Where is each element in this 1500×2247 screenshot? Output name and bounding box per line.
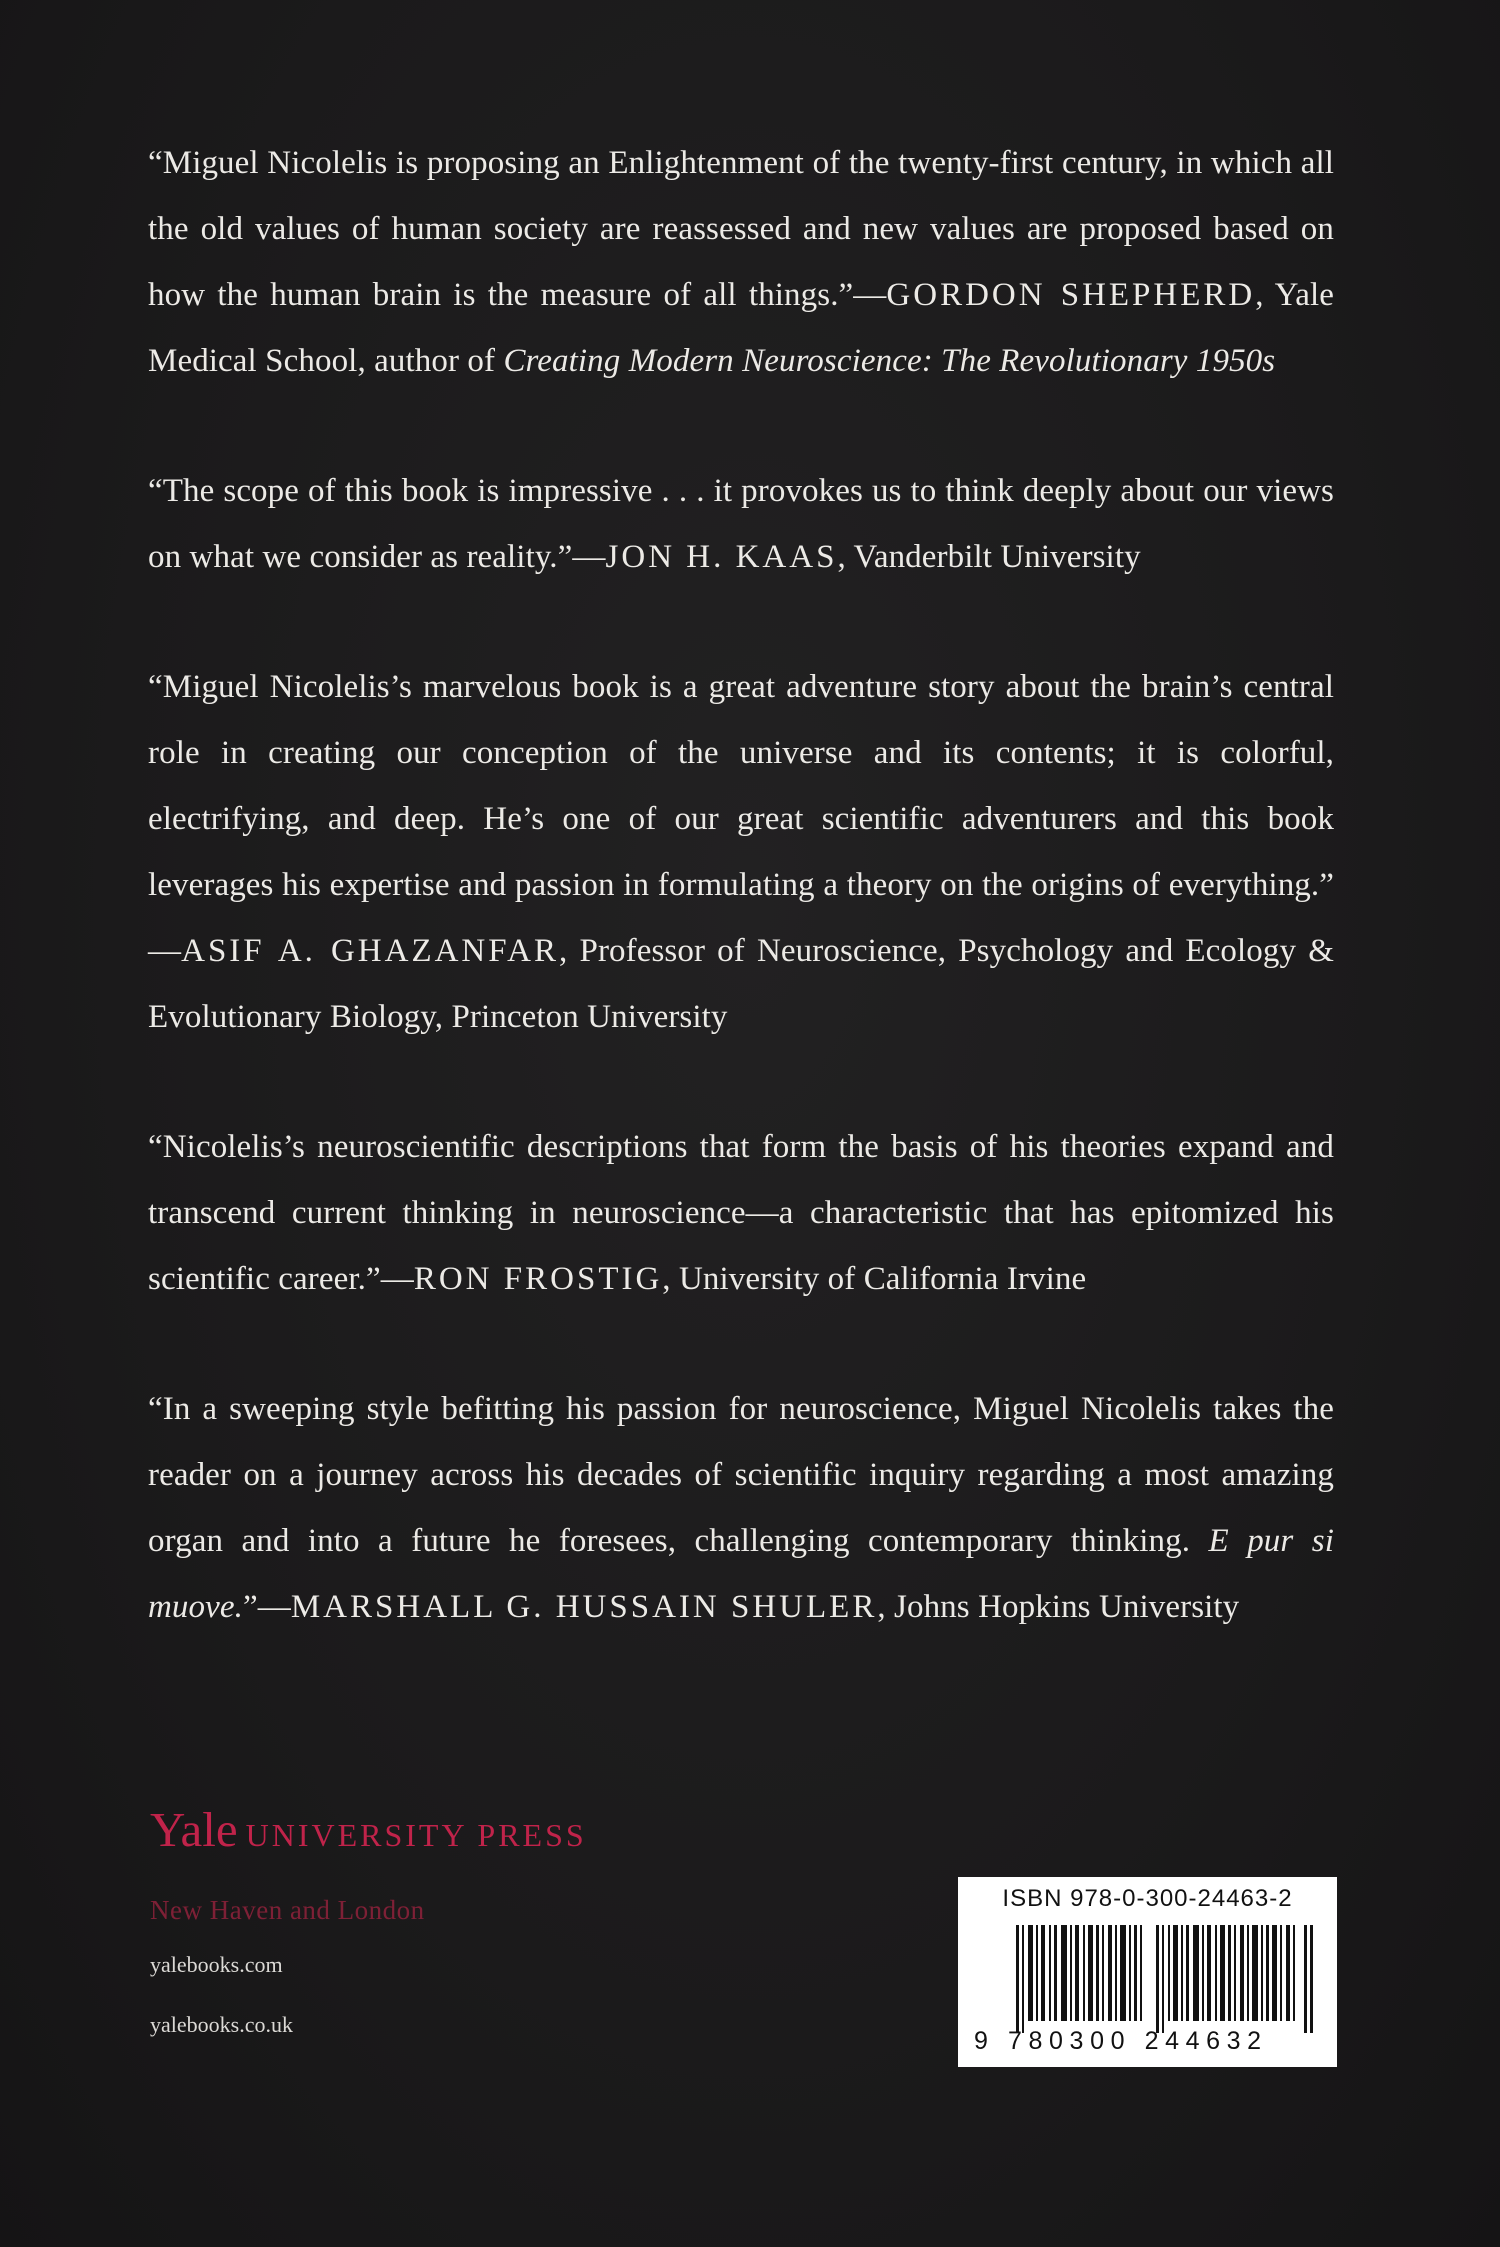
blurb-author: JON H. KAAS: [605, 539, 838, 575]
blurb-affiliation: , Vanderbilt University: [837, 539, 1141, 575]
blurb-quote: “Nicolelis’s neuroscientific descriptions that form the basis of his theories expand and transcend current thinking in neuroscience—a characteristic that has epitomized his scientific career.”—: [148, 1129, 1334, 1297]
blurb-kaas: [148, 458, 1334, 590]
publisher-block: [150, 1800, 750, 2038]
blurbs-section: [148, 130, 1334, 1704]
blurb-ghazanfar: [148, 654, 1334, 1050]
blurb-affiliation: , Professor of Neuroscience, Psychology and Ecology & Evolutionary Biology, Princeton University: [148, 933, 1334, 1035]
blurb-affiliation: , University of California Irvine: [662, 1261, 1087, 1297]
blurb-shepherd: [148, 130, 1334, 394]
blurb-author: RON FROSTIG: [413, 1261, 663, 1297]
blurb-book-title: Creating Modern Neuroscience: The Revolutionary 1950s: [503, 343, 1276, 379]
blurb-author: GORDON SHEPHERD: [886, 277, 1256, 313]
blurb-author: MARSHALL G. HUSSAIN SHULER: [290, 1589, 878, 1625]
publisher-name: Yale: [150, 1802, 238, 1857]
blurb-quote-end: ”—: [242, 1589, 291, 1625]
publisher-location: New Haven and London: [150, 1895, 425, 1925]
blurb-affiliation: , Yale Medical School, author of: [148, 277, 1335, 379]
barcode-digits: 9 780300 244632: [974, 2027, 1268, 2055]
blurb-quote: “In a sweeping style befitting his passion for neuroscience, Miguel Nicolelis takes the reader on a journey across his decades of scientific inquiry regarding a most amazing organ and into a future he foresees, challenging contemporary thinking.: [148, 1391, 1334, 1559]
blurb-shuler: [148, 1376, 1334, 1640]
blurb-italic-phrase: E pur si muove.: [148, 1523, 1335, 1625]
blurb-author: ASIF A. GHAZANFAR: [181, 933, 560, 969]
publisher-name-small: UNIVERSITY PRESS: [245, 1817, 587, 1853]
publisher-url-uk: yalebooks.co.uk: [150, 2012, 293, 2037]
isbn-label: ISBN 978-0-300-24463-2: [1002, 1885, 1293, 1912]
blurb-affiliation: , Johns Hopkins University: [877, 1589, 1240, 1625]
isbn-barcode-box: [958, 1877, 1337, 2067]
publisher-url-us: yalebooks.com: [150, 1952, 283, 1977]
blurb-quote: “Miguel Nicolelis is proposing an Enlightenment of the twenty-first century, in which all the old values of human society are reassessed and new values are proposed based on how the human brain is the measure of all things.”—: [148, 145, 1334, 313]
barcode-graphic: [1016, 1925, 1316, 2033]
blurb-quote: “The scope of this book is impressive . . . it provokes us to think deeply about our views on what we consider as reality.”—: [148, 473, 1334, 575]
publisher-logo: [150, 1800, 750, 1865]
blurb-quote: “Miguel Nicolelis’s marvelous book is a great adventure story about the brain’s central role in creating our conception of the universe and its contents; it is colorful, electrifying, and deep. He’s one of our great scientific adventurers and this book leverages his expertise and passion in formulating a theory on the origins of everything.” —: [148, 669, 1334, 969]
blurb-frostig: [148, 1114, 1334, 1312]
